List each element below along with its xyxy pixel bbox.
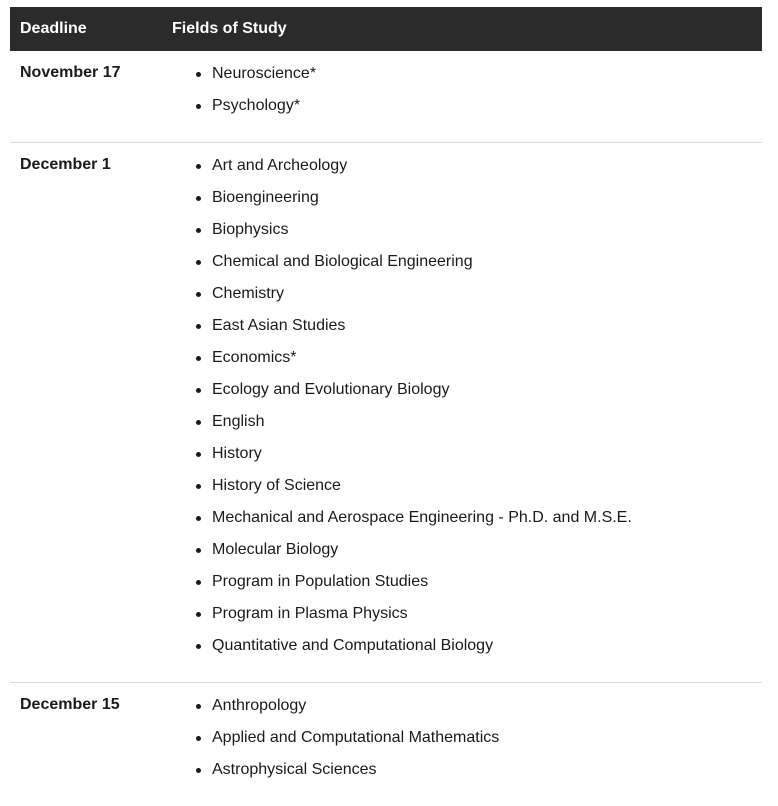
list-item: Neuroscience* — [172, 64, 762, 96]
fields-list — [172, 696, 762, 792]
list-item: Ecology and Evolutionary Biology — [172, 380, 762, 412]
table-row — [10, 51, 762, 143]
fields-list — [172, 156, 762, 668]
list-item: Bioengineering — [172, 188, 762, 220]
list-item: Chemistry — [172, 284, 762, 316]
deadline-cell: November 17 — [20, 64, 121, 81]
list-item: Chemical and Biological Engineering — [172, 252, 762, 284]
list-item: Art and Archeology — [172, 156, 762, 188]
list-item: East Asian Studies — [172, 316, 762, 348]
list-item: Program in Plasma Physics — [172, 604, 762, 636]
list-item: English — [172, 412, 762, 444]
list-item: Applied and Computational Mathematics — [172, 728, 762, 760]
table-header — [10, 7, 762, 51]
list-item: Psychology* — [172, 96, 762, 128]
fields-list — [172, 64, 762, 128]
header-fields-of-study: Fields of Study — [172, 20, 287, 37]
list-item: Molecular Biology — [172, 540, 762, 572]
header-deadline: Deadline — [20, 20, 87, 37]
list-item: Anthropology — [172, 696, 762, 728]
list-item: Quantitative and Computational Biology — [172, 636, 762, 668]
table-body — [10, 51, 762, 806]
list-item: Astrophysical Sciences — [172, 760, 762, 792]
list-item: Biophysics — [172, 220, 762, 252]
fields-cell — [172, 51, 762, 142]
deadlines-table — [10, 7, 762, 806]
deadline-cell: December 15 — [20, 696, 120, 713]
list-item: Program in Population Studies — [172, 572, 762, 604]
list-item: Mechanical and Aerospace Engineering - Ph.D. and M.S.E. — [172, 508, 762, 540]
table-row — [10, 683, 762, 806]
fields-cell — [172, 683, 762, 806]
deadline-cell: December 1 — [20, 156, 111, 173]
list-item: Economics* — [172, 348, 762, 380]
list-item: History — [172, 444, 762, 476]
table-row — [10, 143, 762, 683]
list-item: History of Science — [172, 476, 762, 508]
fields-cell — [172, 143, 762, 682]
